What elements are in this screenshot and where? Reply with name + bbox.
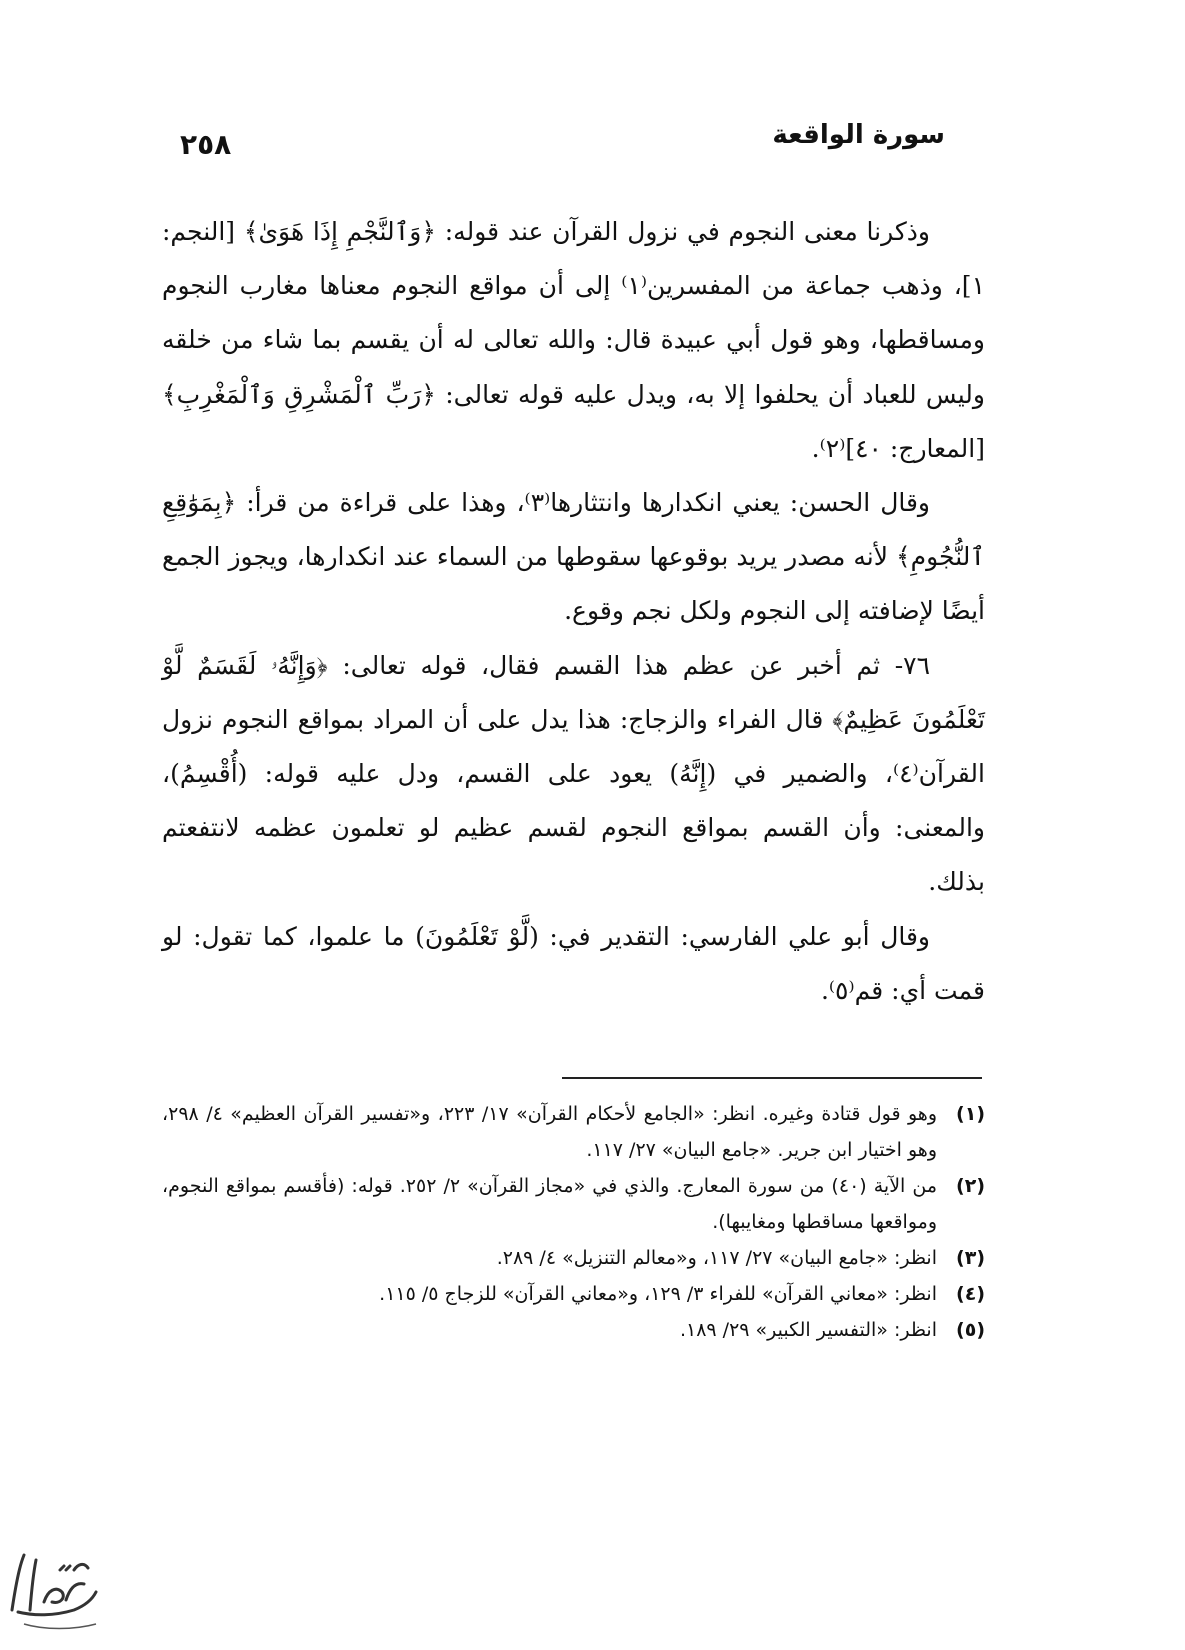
footnote-number: (٥) — [956, 1319, 985, 1341]
footnote — [162, 1240, 985, 1276]
footnote-number: (١) — [956, 1103, 985, 1125]
paragraph: وقال أبو علي الفارسي: التقدير في: (لَّوْ تَعْلَمُونَ) ما علموا، كما تقول: لو قمت أي: قم⁽٥⁾. — [162, 921, 985, 1005]
footnote-number: (٣) — [956, 1247, 985, 1269]
footnote-number: (٢) — [956, 1175, 985, 1197]
paragraph: ٧٦- ثم أخبر عن عظم هذا القسم فقال، قوله تعالى: ﴿وَإِنَّهُۥ لَقَسَمٌ لَّوْ تَعْلَمُونَ عَظِيمٌ﴾ قال الفراء والزجاج: هذا يدل على أن المراد بمواقع النجوم نزول القرآن⁽٤⁾، والضمير في (إِنَّهُ) يعود على القسم، ودل عليه قوله: (أُقْسِمُ)، والمعنى: وأن القسم بمواقع النجوم لقسم عظيم لو تعلمون عظمه لانتفعتم بذلك. — [162, 650, 985, 897]
footnote — [162, 1276, 985, 1312]
footnote-text: انظر: «جامع البيان» ٢٧/ ١١٧، و«معالم التنزيل» ٤/ ٢٨٩. — [496, 1247, 937, 1269]
paragraph: وقال الحسن: يعني انكدارها وانتثارها⁽٣⁾، وهذا على قراءة من قرأ: ﴿بِمَوَٰقِعِ ٱلنُّجُومِ﴾ لأنه مصدر يريد بوقوعها سقوطها من السماء عند انكدارها، ويجوز الجمع أيضًا لإضافته إلى النجوم ولكل نجم وقوع. — [162, 488, 985, 626]
page-number: ٢٥٨ — [180, 128, 232, 161]
main-text — [162, 205, 985, 1018]
footnote — [162, 1312, 985, 1348]
footnote — [162, 1168, 985, 1240]
footnote-divider — [562, 1077, 982, 1079]
footnote-text: وهو قول قتادة وغيره. انظر: «الجامع لأحكام القرآن» ١٧/ ٢٢٣، و«تفسير القرآن العظيم» ٤/ ٢٩٨، وهو اختيار ابن جرير. «جامع البيان» ٢٧/ ١١٧. — [162, 1103, 937, 1161]
footnotes — [162, 1096, 985, 1348]
footnote — [162, 1096, 985, 1168]
footnote-text: انظر: «التفسير الكبير» ٢٩/ ١٨٩. — [679, 1319, 937, 1341]
calligraphy-stamp-logo — [4, 1540, 104, 1635]
footnote-text: انظر: «معاني القرآن» للفراء ٣/ ١٢٩، و«معاني القرآن» للزجاج ٥/ ١١٥. — [379, 1283, 937, 1305]
footnote-text: من الآية (٤٠) من سورة المعارج. والذي في «مجاز القرآن» ٢/ ٢٥٢. قوله: (فأقسم بمواقع النجوم، ومواقعها مساقطها ومغايبها). — [162, 1175, 938, 1233]
running-title: سورة الواقعة — [772, 120, 945, 150]
page-header — [180, 112, 945, 162]
paragraph: وذكرنا معنى النجوم في نزول القرآن عند قوله: ﴿وَٱلنَّجْمِ إِذَا هَوَىٰ﴾ [النجم: ١]، وذهب جماعة من المفسرين⁽١⁾ إلى أن مواقع النجوم معناها مغارب النجوم ومساقطها، وهو قول أبي عبيدة قال: والله تعالى له أن يقسم بما شاء من خلقه وليس للعباد أن يحلفوا إلا به، ويدل عليه قوله تعالى: ﴿رَبِّ ٱلْمَشْرِقِ وَٱلْمَغْرِبِ﴾ [المعارج: ٤٠]⁽٢⁾. — [162, 217, 985, 463]
footnote-number: (٤) — [956, 1283, 985, 1305]
